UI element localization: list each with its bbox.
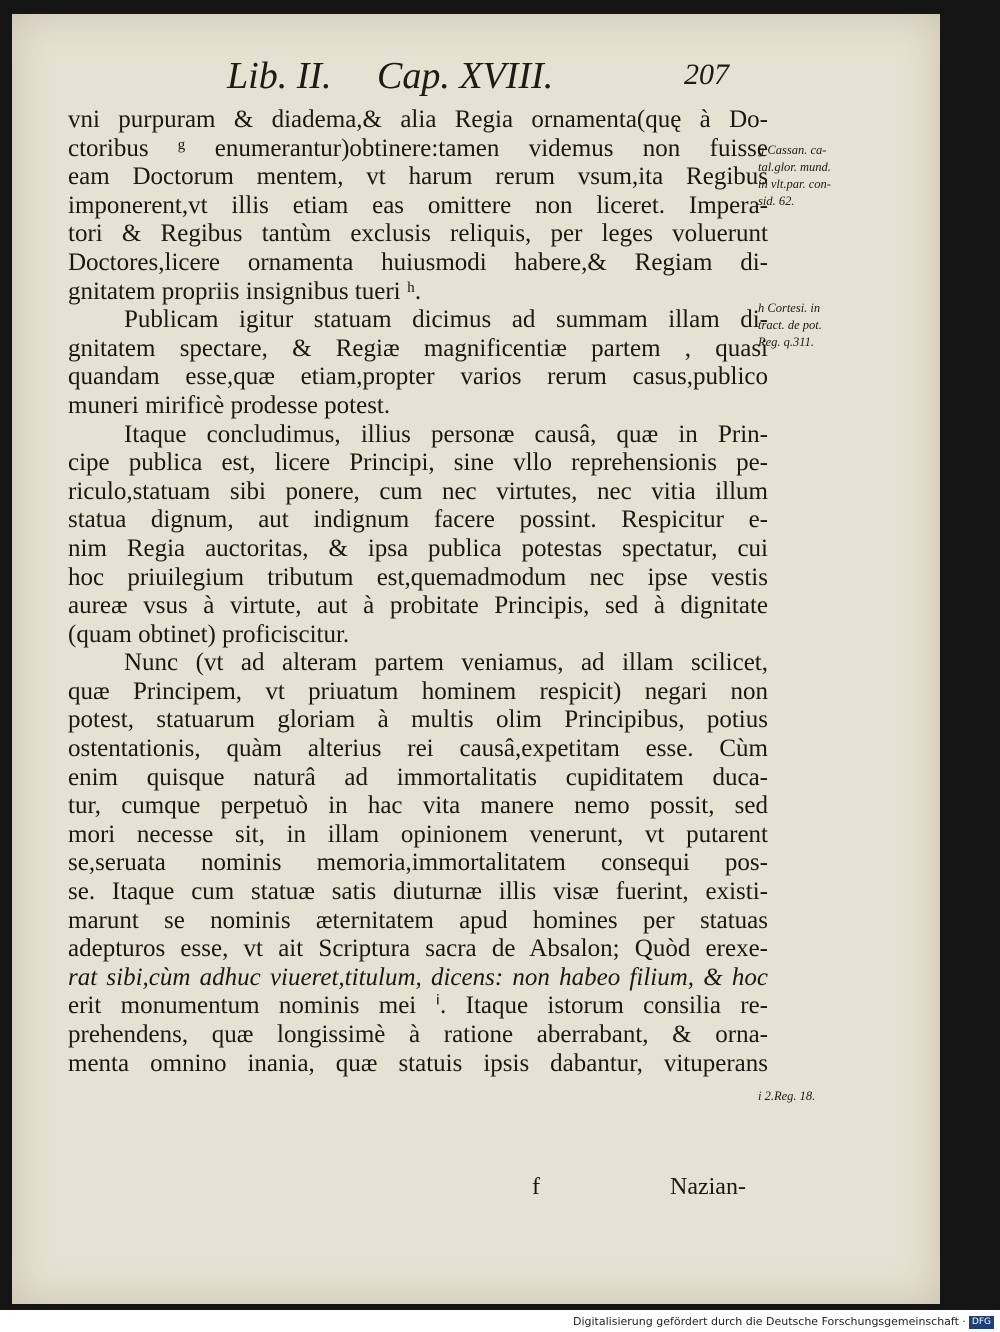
text-line: ctoribus ᵍ enumerantur)obtinere:tamen videmus non fuisse [68,134,768,162]
marginal-note-line: i 2.Reg. 18. [758,1089,816,1103]
text-line: cipe publica est, licere Principi, sine vllo reprehensionis pe- [68,449,768,477]
text-line: se,seruata nominis memoria,immortalitatem consequi pos- [68,849,768,877]
text-line: hoc priuilegium tributum est,quemadmodum nec ipse vestis [68,563,768,591]
marginal-note-line: in vlt.par. con- [758,177,831,191]
signature-mark: f [532,1174,540,1200]
text-line: vni purpuram & diadema,& alia Regia ornamenta(quę à Do- [68,106,768,133]
marginal-note-i [758,1088,928,1105]
text-line: statua dignum, aut indignum facere possint. Respicitur e- [68,506,768,534]
text-line: enim quisque naturâ ad immortalitatis cupiditatem duca- [68,763,768,791]
marginal-note-h [758,300,928,351]
paragraph-start-line: Itaque concludimus, illius personæ causâ, quæ in Prin- [124,420,768,448]
text-line: menta omnino inania, quæ statuis ipsis dabantur, vituperans [68,1049,768,1077]
marginal-note-line: g Cassan. ca- [758,143,827,157]
main-text-block [68,106,768,1078]
text-line: gnitatem propriis insignibus tueri ʰ. [68,277,422,305]
book-page [12,14,940,1304]
text-line: muneri mirificè prodesse potest. [68,391,391,419]
header-book: Lib. II. [227,55,332,97]
catch-line [12,1174,940,1204]
text-line: (quam obtinet) proficiscitur. [68,620,350,648]
text-line: mori necesse sit, in illam opinionem venerunt, vt putarent [68,820,768,848]
catchword: Nazian- [670,1174,746,1200]
digitization-footer [0,1312,1000,1332]
marginal-note-line: tal.glor. mund. [758,160,831,174]
text-line: prehendens, quæ longissimè à ratione aberrabant, & orna- [68,1021,768,1048]
marginal-note-line: tract. de pot. [758,318,822,332]
footer-credit: Digitalisierung gefördert durch die Deutsche Forschungsgemeinschaft · [572,1315,966,1328]
text-line: imponerent,vt illis etiam eas omittere non liceret. Impera- [68,191,768,219]
text-line: erit monumentum nominis mei ⁱ. Itaque istorum consilia re- [68,992,768,1020]
text-line: aureæ vsus à virtute, aut à probitate Principis, sed à dignitate [68,592,768,620]
text-line: gnitatem spectare, & Regiæ magnificentiæ partem , quasi [68,334,768,362]
marginal-note-g [758,142,928,210]
dfg-logo-badge: DFG [969,1316,994,1329]
text-line: riculo,statuam sibi ponere, cum nec virtutes, nec vitia illum [68,477,768,505]
paragraph-start-line: Nunc (vt ad alteram partem veniamus, ad illam scilicet, [124,649,768,677]
text-line: quæ Principem, vt priuatum hominem respicit) negari non [68,677,768,705]
text-line: se. Itaque cum statuæ satis diuturnæ illis visæ fuerint, existi- [68,878,768,906]
page-number: 207 [684,58,729,91]
text-line: adepturos esse, vt ait Scriptura sacra de Absalon; Quòd erexe- [68,935,768,963]
text-line: marunt se nominis æternitatem apud homines per statuas [68,906,768,934]
paragraph-start-line: Publicam igitur statuam dicimus ad summam illam di- [124,306,768,334]
text-line: tur, cumque perpetuò in hac vita manere nemo possit, sed [68,792,768,820]
text-line: tori & Regibus tantùm exclusis reliquis, per leges voluerunt [68,220,768,248]
text-line: potest, statuarum gloriam à multis olim Principibus, potius [68,706,768,734]
text-line: nim Regia auctoritas, & ipsa publica potestas spectatur, cui [68,534,768,562]
marginal-note-line: sid. 62. [758,194,795,208]
marginal-note-line: h Cortesi. in [758,301,821,315]
header-chapter: Cap. XVIII. [377,55,554,97]
running-header [12,54,940,98]
text-line: quandam esse,quæ etiam,propter varios rerum casus,publico [68,363,768,391]
text-line: Doctores,licere ornamenta huiusmodi habere,& Regiam di- [68,248,768,276]
quotation-line: rat sibi,cùm adhuc viueret,titulum, dicens: non habeo filium, & hoc [68,963,768,991]
marginal-note-line: Reg. q.311. [758,335,815,349]
text-line: ostentationis, quàm alterius rei causâ,expetitam esse. Cùm [68,735,768,763]
text-line: eam Doctorum mentem, vt harum rerum vsum,ita Regibus [68,163,768,191]
